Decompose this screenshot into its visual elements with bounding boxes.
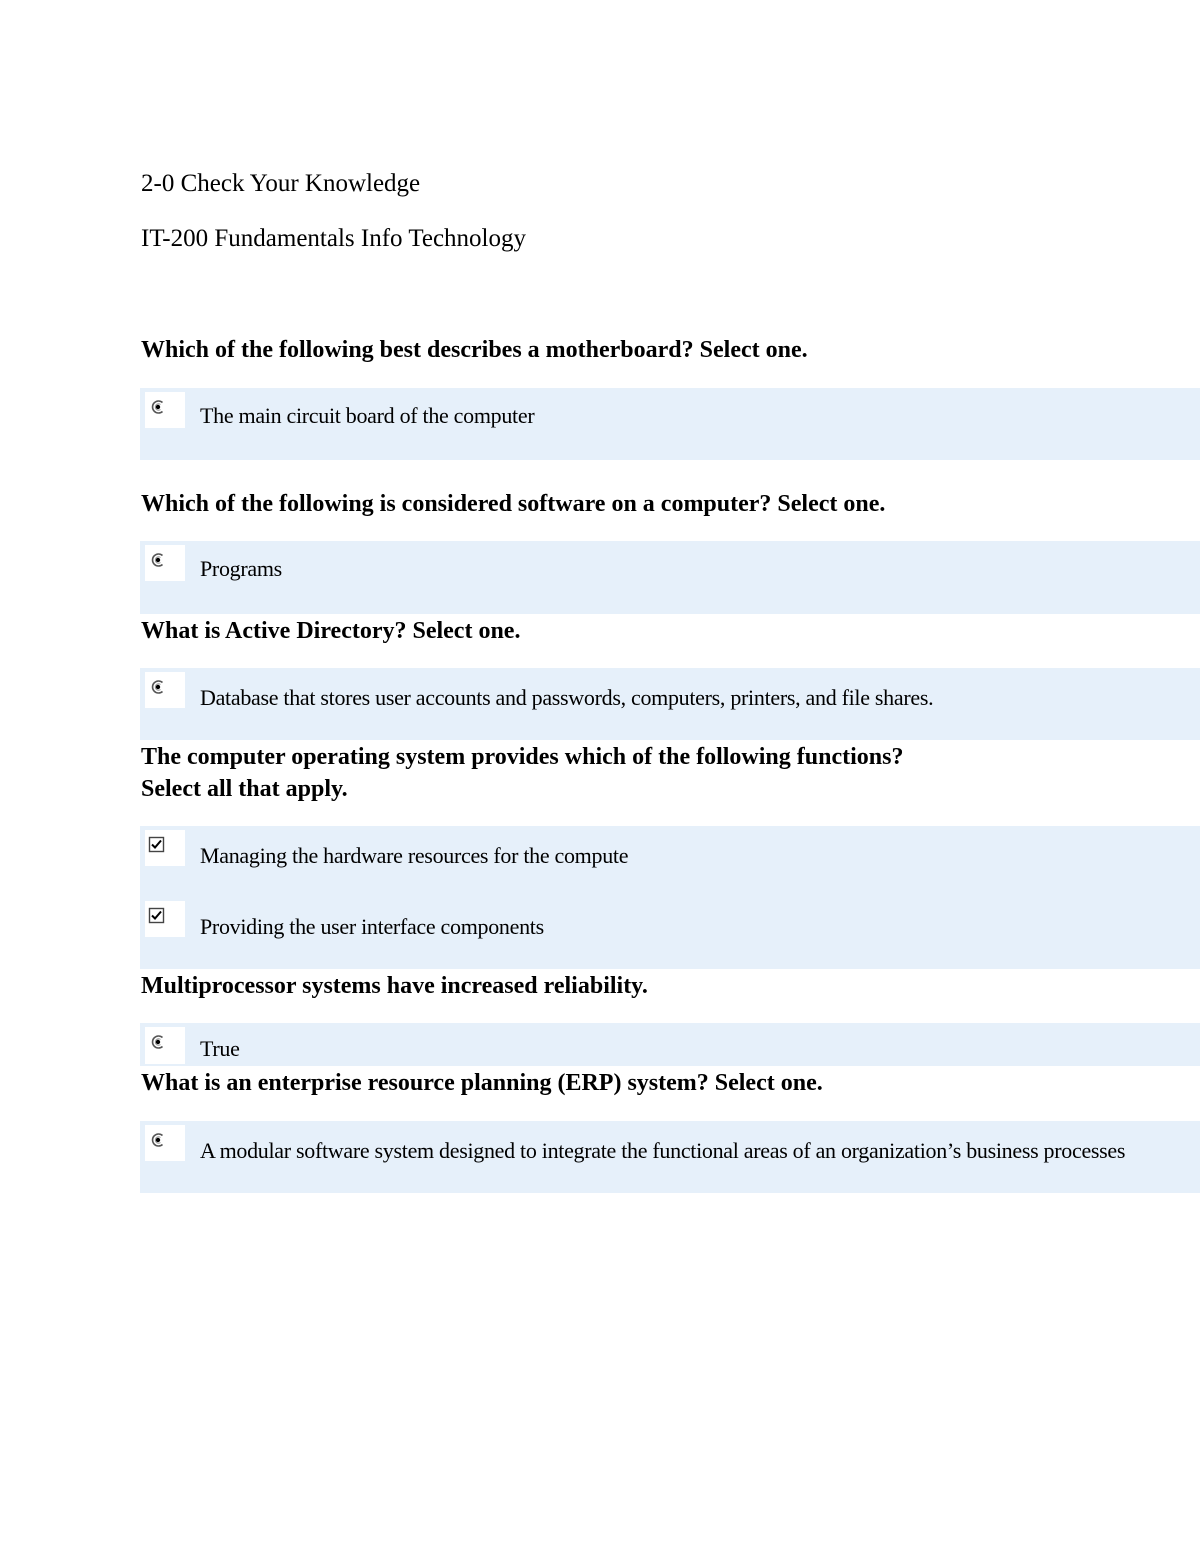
radio-cell[interactable] xyxy=(145,1027,185,1064)
course-name: IT-200 Fundamentals Info Technology xyxy=(141,225,526,252)
checkbox-checked-icon[interactable] xyxy=(148,836,166,854)
answer-option[interactable] xyxy=(140,1121,1200,1161)
question-6-prompt: What is an enterprise resource planning (ERP) system? Select one. xyxy=(141,1070,823,1096)
answer-text: A modular software system designed to integrate the functional areas of an organization’s business processes xyxy=(200,1138,1126,1163)
answer-option[interactable] xyxy=(140,541,1200,581)
answer-text: Programs xyxy=(200,556,282,581)
question-6-answers xyxy=(140,1121,1200,1193)
page-title: 2-0 Check Your Knowledge xyxy=(141,170,421,197)
radio-selected-icon[interactable] xyxy=(149,678,167,696)
question-5-answers xyxy=(140,1023,1200,1066)
radio-selected-icon[interactable] xyxy=(149,1033,167,1051)
checkbox-checked-icon[interactable] xyxy=(148,907,166,925)
question-4-prompt-line1: The computer operating system provides which of the following functions? xyxy=(141,744,904,770)
question-2-prompt: Which of the following is considered software on a computer? Select one. xyxy=(141,491,886,517)
answer-text: Database that stores user accounts and passwords, computers, printers, and file shares. xyxy=(200,685,934,710)
answer-option[interactable] xyxy=(140,826,1200,866)
question-1-answers xyxy=(140,388,1200,460)
radio-selected-icon[interactable] xyxy=(149,551,167,569)
radio-cell[interactable] xyxy=(145,672,185,708)
answer-text: True xyxy=(200,1036,240,1061)
radio-cell[interactable] xyxy=(145,545,185,581)
answer-option[interactable] xyxy=(140,1023,1200,1063)
question-1-prompt: Which of the following best describes a motherboard? Select one. xyxy=(141,337,808,363)
answer-option[interactable] xyxy=(140,668,1200,708)
answer-option[interactable] xyxy=(140,897,1200,937)
question-4-prompt-line2: Select all that apply. xyxy=(141,776,348,802)
radio-cell[interactable] xyxy=(145,1125,185,1161)
answer-option[interactable] xyxy=(140,388,1200,428)
answer-text: The main circuit board of the computer xyxy=(200,403,535,428)
question-5-prompt: Multiprocessor systems have increased reliability. xyxy=(141,973,648,999)
radio-selected-icon[interactable] xyxy=(149,398,167,416)
checkbox-cell[interactable] xyxy=(145,830,185,866)
question-4-answers xyxy=(140,826,1200,969)
answer-text: Managing the hardware resources for the compute xyxy=(200,843,629,868)
answer-text: Providing the user interface components xyxy=(200,914,544,939)
radio-cell[interactable] xyxy=(145,392,185,428)
radio-selected-icon[interactable] xyxy=(149,1131,167,1149)
question-3-answers xyxy=(140,668,1200,740)
checkbox-cell[interactable] xyxy=(145,901,185,937)
question-2-answers xyxy=(140,541,1200,614)
question-3-prompt: What is Active Directory? Select one. xyxy=(141,618,521,644)
